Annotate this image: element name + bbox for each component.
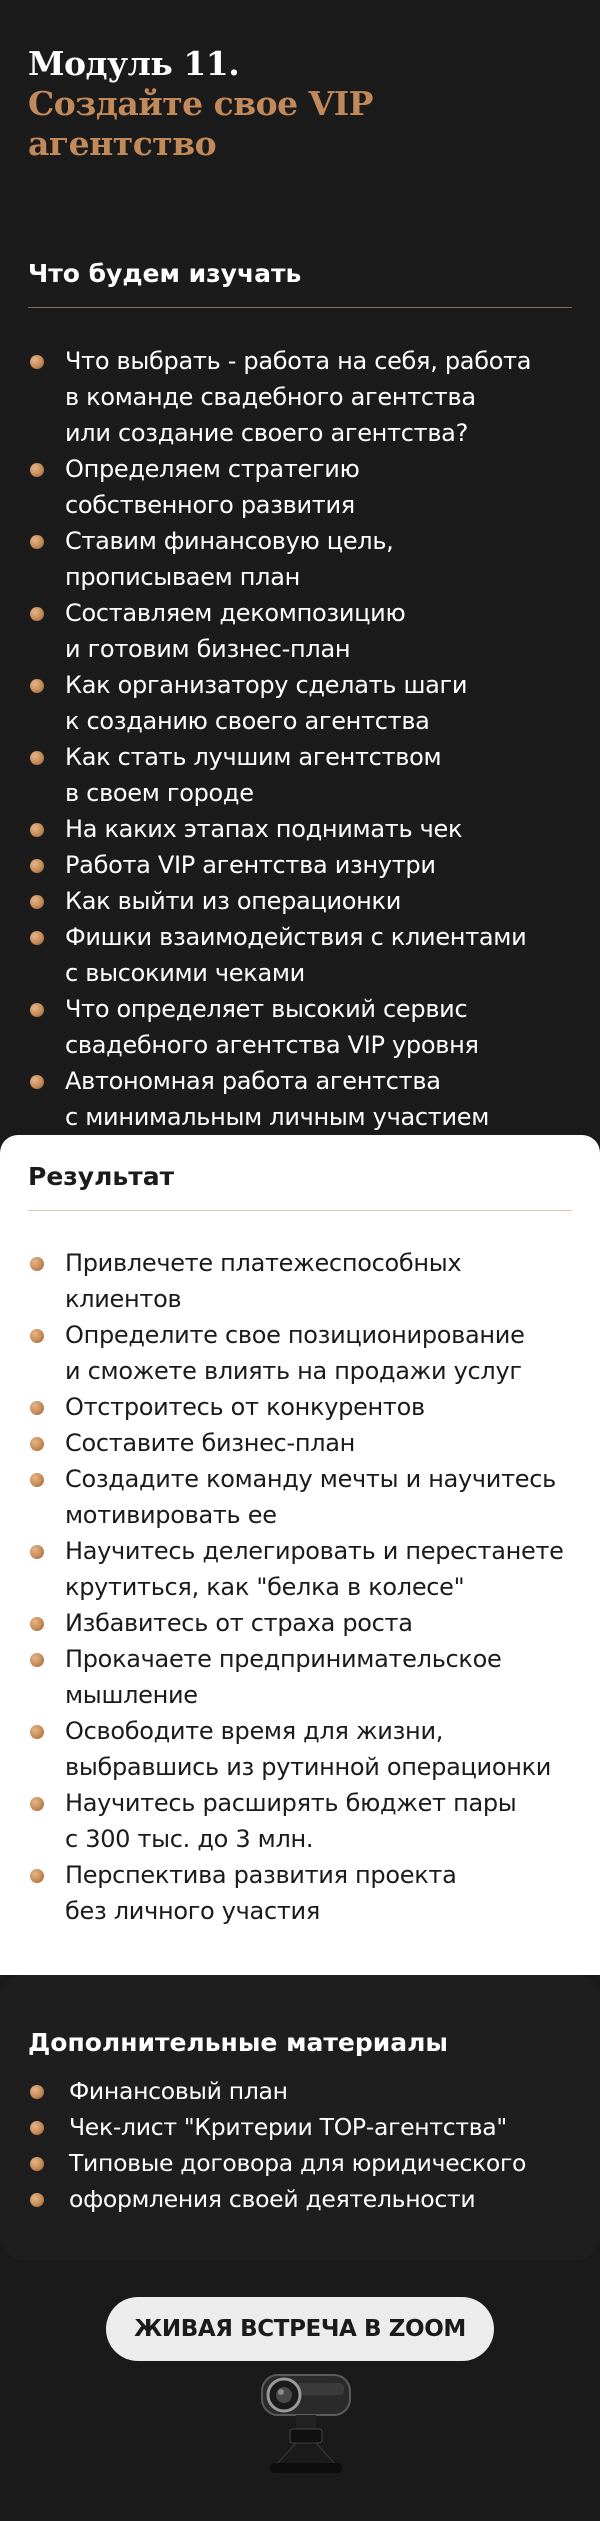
list-item-text: Привлечете платежеспособных клиентов — [65, 1249, 462, 1313]
list-item — [28, 1785, 572, 1857]
module-section — [0, 0, 600, 1131]
bullet-icon — [30, 1617, 44, 1631]
list-item-text: Избавитесь от страха роста — [65, 1609, 413, 1637]
list-item-text: Освободите время для жизни, выбравшись из рутинной операционки — [65, 1717, 552, 1781]
bullet-icon — [30, 859, 44, 873]
bullet-icon — [30, 2157, 44, 2171]
list-item-text: Чек-лист "Критерии ТОР-агентства" — [69, 2113, 507, 2141]
list-item-text: Как организатору сделать шаги к созданию своего агентства — [65, 671, 468, 735]
bullet-icon — [30, 1653, 44, 1667]
bullet-icon — [30, 1725, 44, 1739]
list-item — [28, 847, 572, 883]
list-item — [28, 343, 572, 451]
list-item-text: Определите свое позиционирование и сможете влиять на продажи услуг — [65, 1321, 525, 1385]
list-item — [28, 2181, 572, 2217]
bullet-icon — [30, 2085, 44, 2099]
extra-section-title: Дополнительные материалы — [28, 2028, 449, 2057]
bullet-icon — [30, 2121, 44, 2135]
bullet-icon — [30, 355, 44, 369]
list-item — [28, 1063, 572, 1135]
list-item-text: Прокачаете предпринимательское мышление — [65, 1645, 502, 1709]
list-item-text: Что определяет высокий сервис свадебного агентства VIP уровня — [65, 995, 479, 1059]
bullet-icon — [30, 895, 44, 909]
bullet-icon — [30, 1473, 44, 1487]
list-item — [28, 1317, 572, 1389]
extra-section — [0, 1975, 600, 2521]
list-item-text: Как стать лучшим агентством в своем городе — [65, 743, 442, 807]
list-item — [28, 451, 572, 523]
bullet-icon — [30, 1003, 44, 1017]
list-item — [28, 1425, 572, 1461]
bullet-icon — [30, 1401, 44, 1415]
list-item-text: Отстроитесь от конкурентов — [65, 1393, 425, 1421]
list-item — [28, 523, 572, 595]
list-item-text: Создадите команду мечты и научитесь мотивировать ее — [65, 1465, 556, 1529]
list-item-text: Перспектива развития проекта без личного участия — [65, 1861, 457, 1925]
list-item — [28, 1713, 572, 1785]
bullet-icon — [30, 1869, 44, 1883]
bullet-icon — [30, 1545, 44, 1559]
list-item-text: Составляем декомпозицию и готовим бизнес-план — [65, 599, 406, 663]
list-item-text: Научитесь делегировать и перестанете крутиться, как "белка в колесе" — [65, 1537, 564, 1601]
list-item-text: Определяем стратегию собственного развития — [65, 455, 360, 519]
bullet-icon — [30, 679, 44, 693]
bullet-icon — [30, 823, 44, 837]
list-item — [28, 667, 572, 739]
list-item-text: Ставим финансовую цель, прописываем план — [65, 527, 394, 591]
list-item-text: Научитесь расширять бюджет пары с 300 тыс. до 3 млн. — [65, 1789, 517, 1853]
bullet-icon — [30, 1329, 44, 1343]
list-item-text: Что выбрать - работа на себя, работа в команде свадебного агентства или создание своего агентства? — [65, 347, 532, 447]
result-section — [0, 1135, 600, 1975]
list-item — [28, 2073, 572, 2109]
list-item — [28, 2145, 572, 2181]
list-item-text: Фишки взаимодействия с клиентами с высокими чеками — [65, 923, 527, 987]
bullet-icon — [30, 931, 44, 945]
list-item — [28, 1605, 572, 1641]
bullet-icon — [30, 751, 44, 765]
bullet-icon — [30, 607, 44, 621]
extra-materials-card — [0, 1975, 600, 2260]
list-item — [28, 1857, 572, 1929]
learn-section-title: Что будем изучать — [28, 259, 302, 288]
extra-list — [28, 2073, 572, 2217]
module-title: Модуль 11. — [28, 44, 240, 83]
bullet-icon — [30, 1437, 44, 1451]
list-item — [28, 991, 572, 1063]
list-item-text: Составите бизнес-план — [65, 1429, 356, 1457]
list-item-text: Работа VIP агентства изнутри — [65, 851, 436, 879]
list-item — [28, 2109, 572, 2145]
result-divider — [28, 1210, 572, 1211]
list-item-text: Автономная работа агентства с минимальным личным участием — [65, 1067, 490, 1131]
list-item — [28, 739, 572, 811]
list-item — [28, 595, 572, 667]
learn-list — [28, 343, 572, 1135]
list-item — [28, 883, 572, 919]
list-item — [28, 1389, 572, 1425]
result-list — [28, 1245, 572, 1929]
module-subtitle: Создайте свое VIP агентство — [28, 84, 373, 163]
list-item — [28, 919, 572, 991]
list-item-text: Финансовый план — [69, 2077, 288, 2105]
zoom-meeting-badge: ЖИВАЯ ВСТРЕЧА В ZOOM — [106, 2297, 494, 2361]
learn-divider — [28, 307, 572, 308]
result-section-title: Результат — [28, 1162, 175, 1191]
list-item-text: оформления своей деятельности — [69, 2185, 476, 2213]
bullet-icon — [30, 1075, 44, 1089]
bullet-icon — [30, 463, 44, 477]
list-item-text: На каких этапах поднимать чек — [65, 815, 463, 843]
bullet-icon — [30, 1257, 44, 1271]
webcam-icon — [256, 2369, 356, 2479]
list-item — [28, 1641, 572, 1713]
list-item — [28, 811, 572, 847]
list-item-text: Типовые договора для юридического — [69, 2149, 527, 2177]
bullet-icon — [30, 535, 44, 549]
list-item — [28, 1245, 572, 1317]
list-item — [28, 1533, 572, 1605]
list-item — [28, 1461, 572, 1533]
list-item-text: Как выйти из операционки — [65, 887, 402, 915]
bullet-icon — [30, 2193, 44, 2207]
bullet-icon — [30, 1797, 44, 1811]
